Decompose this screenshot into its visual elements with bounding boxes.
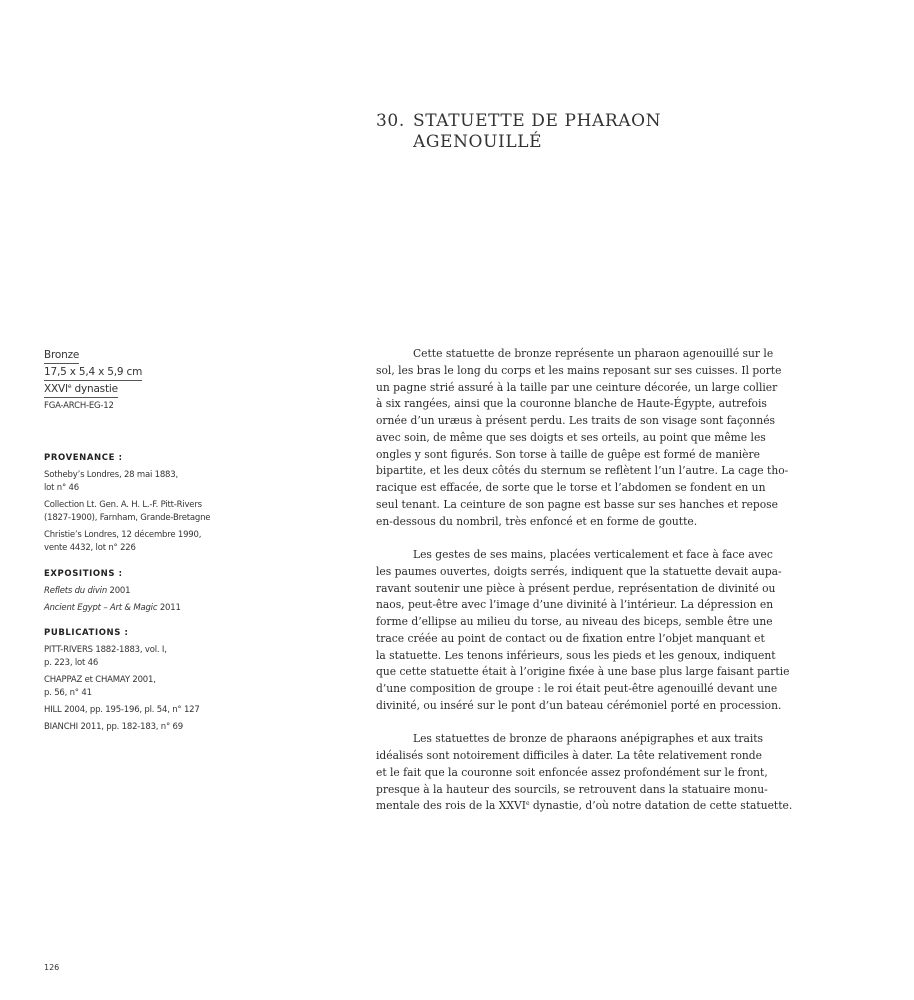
text-line: un pagne strié assuré à la taille par une ceinture décorée, un large collier — [376, 380, 778, 394]
title-line: STATUETTE DE PHARAON — [413, 111, 662, 131]
dynasty — [44, 381, 118, 398]
text-line: ravant soutenir une pièce à présent perdue, représentation de divinité ou — [376, 581, 776, 595]
text-line: la statuette. Les tenons inférieurs, sous les pieds et les genoux, indiquent — [376, 648, 776, 662]
text-line: presque à la hauteur des sourcils, se retrouvent dans la statuaire monu- — [376, 782, 768, 796]
publication-item: HILL 2004, pp. 195-196, pl. 54, n° 127 — [44, 705, 200, 715]
paragraph-2 — [376, 547, 790, 715]
text-line: forme d’ellipse au milieu du torse, au niveau des biceps, semble être une — [376, 615, 773, 628]
publications-section — [44, 628, 259, 738]
title-text — [413, 111, 661, 153]
publication-item: CHAPPAZ et CHAMAY 2001, — [44, 675, 156, 685]
text-line: sol, les bras le long du corps et les mains reposant sur ses cuisses. Il porte — [376, 363, 782, 377]
dimensions: 17,5 x 5,4 x 5,9 cm — [44, 364, 142, 381]
provenance-item: vente 4432, lot n° 226 — [44, 543, 136, 553]
publication-item: p. 223, lot 46 — [44, 658, 99, 668]
provenance-section — [44, 453, 259, 559]
text-line — [376, 798, 793, 815]
text-line: et le fait que la couronne soit enfoncée assez profondément sur le front, — [376, 765, 768, 779]
text-line: Cette statuette de bronze représente un pharaon agenouillé sur le — [413, 347, 774, 360]
text-line: d’une composition de groupe : le roi était peut-être agenouillé devant une — [376, 682, 778, 695]
paragraph-3 — [376, 731, 793, 815]
text-line: ongles y sont figurés. Son torse à taille de guêpe est formé de manière — [376, 447, 760, 461]
publication-item: PITT-RIVERS 1882-1883, vol. I, — [44, 645, 167, 655]
text-line: racique est effacée, de sorte que le torse et l’abdomen se fondent en un — [376, 481, 766, 494]
text-line: que cette statuette était à l’origine fixée à une base plus large faisant partie — [376, 665, 790, 679]
exposition-title: Ancient Egypt – Art & Magic — [44, 603, 158, 613]
publications-heading: PUBLICATIONS : — [44, 628, 129, 638]
inventory-number: FGA-ARCH-EG-12 — [44, 401, 114, 411]
entry-body-text — [376, 346, 793, 832]
exposition-item — [44, 585, 259, 598]
object-details — [44, 347, 244, 413]
expositions-section — [44, 569, 259, 619]
paragraph-1 — [376, 346, 789, 530]
text-line: divinité, ou inséré sur le pont d’un bateau cérémoniel porté en procession. — [376, 698, 782, 712]
text-line: en-dessous du nombril, très enfoncé et en forme de goutte. — [376, 514, 698, 528]
exposition-item — [44, 602, 259, 615]
text-line: seul tenant. La ceinture de son pagne est basse sur ses hanches et repose — [376, 497, 778, 511]
text-line: les paumes ouvertes, doigts serrés, indiquent que la statuette devait aupa- — [376, 564, 782, 578]
publication-item: BIANCHI 2011, pp. 182-183, n° 69 — [44, 722, 183, 732]
page-number: 126 — [44, 963, 60, 972]
exposition-year: 2001 — [107, 586, 131, 596]
provenance-item: Collection Lt. Gen. A. H. L.-F. Pitt-Rivers — [44, 500, 202, 510]
material: Bronze — [44, 347, 79, 364]
text-line: idéalisés sont notoirement difficiles à dater. La tête relativement ronde — [376, 749, 762, 762]
provenance-item: lot n° 46 — [44, 483, 79, 493]
provenance-item: Christie’s Londres, 12 décembre 1990, — [44, 530, 202, 540]
text-span: dynastie, d’où notre datation de cette statuette. — [529, 799, 793, 813]
text-span: mentale des rois de la XXVI — [376, 799, 526, 813]
provenance-heading: PROVENANCE : — [44, 453, 123, 463]
text-line: Les gestes de ses mains, placées verticalement et face à face avec — [413, 548, 773, 561]
dynasty-superscript: e — [67, 383, 72, 390]
exposition-title: Reflets du divin — [44, 586, 108, 596]
dynasty-number: XXVI — [44, 383, 68, 395]
title-line: AGENOUILLÉ — [413, 132, 543, 152]
text-line: ornée d’un uræus à présent perdu. Les traits de son visage sont façonnés — [376, 414, 776, 427]
publication-item: p. 56, n° 41 — [44, 688, 92, 698]
text-line: naos, peut-être avec l’image d’une divinité à l’intérieur. La dépression en — [376, 598, 774, 612]
text-line: avec soin, de même que ses doigts et ses orteils, au point que même les — [376, 430, 766, 444]
expositions-heading: EXPOSITIONS : — [44, 569, 123, 579]
entry-number: 30. — [376, 111, 405, 131]
text-line: à six rangées, ainsi que la couronne blanche de Haute-Égypte, autrefois — [376, 397, 767, 411]
text-line: Les statuettes de bronze de pharaons anépigraphes et aux traits — [413, 732, 764, 746]
superscript: e — [525, 800, 530, 808]
provenance-item: Sotheby’s Londres, 28 mai 1883, — [44, 470, 178, 480]
text-line: trace créée au point de contact ou de fixation entre l’objet manquant et — [376, 631, 765, 645]
catalogue-entry-title — [376, 111, 796, 153]
exposition-year: 2011 — [157, 603, 181, 613]
provenance-item: (1827-1900), Farnham, Grande-Bretagne — [44, 513, 211, 523]
dynasty-word: dynastie — [71, 383, 118, 395]
text-line: bipartite, et les deux côtés du sternum se reflètent l’un l’autre. La cage tho- — [376, 464, 789, 478]
